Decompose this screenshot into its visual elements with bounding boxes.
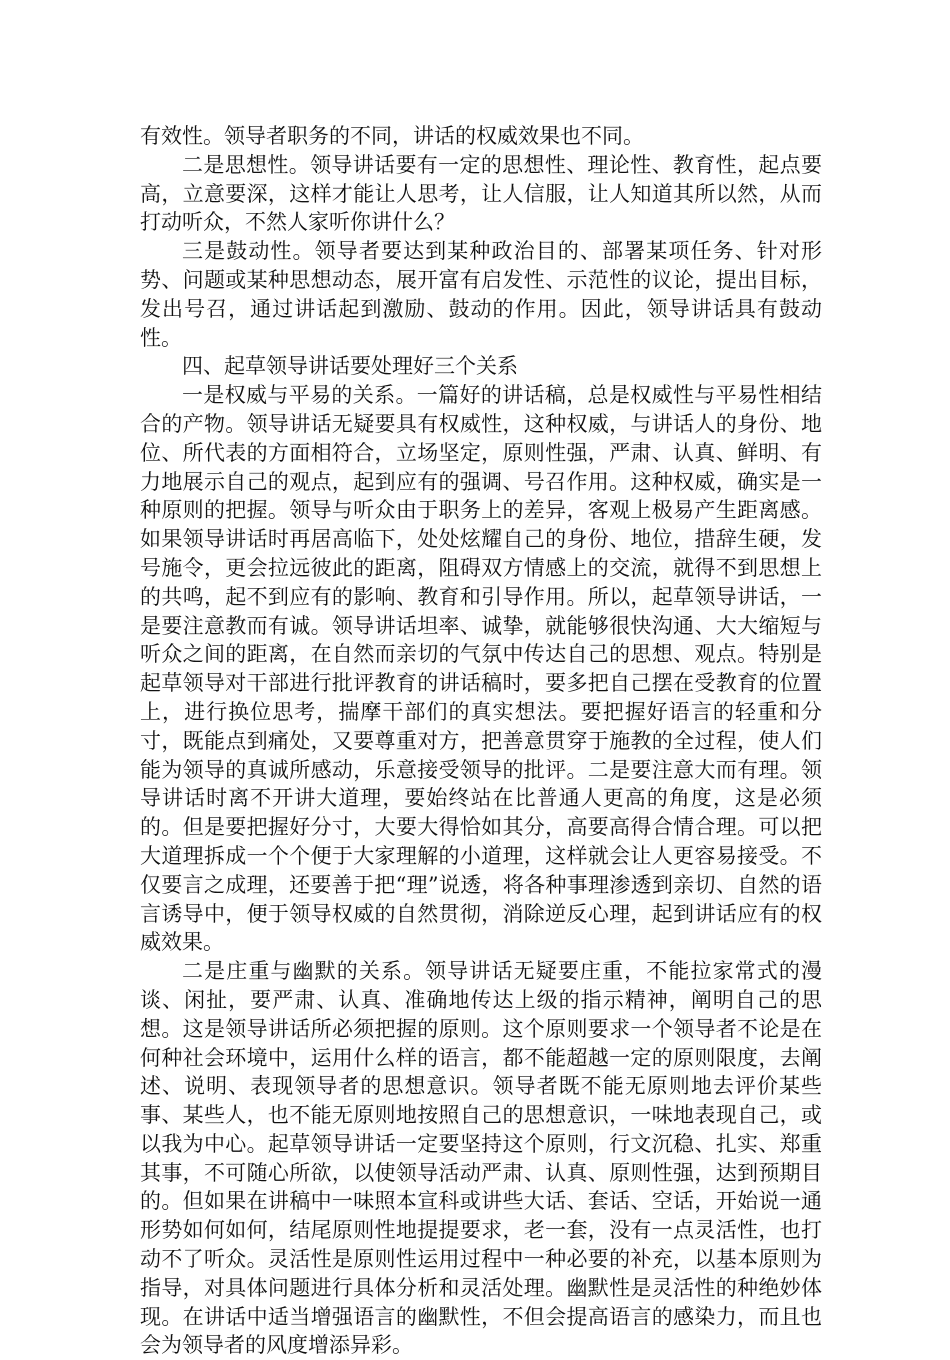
paragraph-ideological: 二是思想性。领导讲话要有一定的思想性、理论性、教育性，起点要高，立意要深，这样才能让人思考，让人信服，让人知道其所以然，从而打动听众，不然人家听你讲什么？ — [140, 152, 822, 235]
paragraph-solemnity-humor: 二是庄重与幽默的关系。领导讲话无疑要庄重，不能拉家常式的漫谈、闲扯，要严肃、认真、准确地传达上级的指示精神，阐明自己的思想。这是领导讲话所必须把握的原则。这个原则要求一个领导者不论是在何种社会环境中，运用什么样的语言，都不能超越一定的原则限度，去阐述、说明、表现领导者的思想意识。领导者既不能无原则地去评价某些事、某些人，也不能无原则地按照自己的思想意识，一味地表现自己，或以我为中心。起草领导讲话一定要坚持这个原则，行文沉稳、扎实、郑重其事，不可随心所欲，以使领导活动严肃、认真、原则性强，达到预期目的。但如果在讲稿中一味照本宣科或讲些大话、套话、空话，开始说一通形势如何如何，结尾原则性地提提要求，老一套，没有一点灵活性，也打动不了听众。灵活性是原则性运用过程中一种必要的补充，以基本原则为指导，对具体问题进行具体分析和灵活处理。幽默性是灵活性的种绝妙体现。在讲话中适当增强语言的幽默性，不但会提高语言的感染力，而且也会为领导者的风度增添异彩。 — [140, 959, 822, 1358]
paragraph-authority-approachability: 一是权威与平易的关系。一篇好的讲话稿，总是权威性与平易性相结合的产物。领导讲话无疑要具有权威性，这种权威，与讲话人的身份、地位、所代表的方面相符合，立场坚定，原则性强，严肃、认真、鲜明、有力地展示自己的观点，起到应有的强调、号召作用。这种权威，确实是一种原则的把握。领导与听众由于职务上的差异，客观上极易产生距离感。如果领导讲话时再居高临下，处处炫耀自己的身份、地位，措辞生硬，发号施令，更会拉远彼此的距离，阻碍双方情感上的交流，就得不到思想上的共鸣，起不到应有的影响、教育和引导作用。所以，起草领导讲话，一是要注意教而有诚。领导讲话坦率、诚挚，就能够很快沟通、大大缩短与听众之间的距离，在自然而亲切的气氛中传达自己的思想、观点。特别是起草领导对干部进行批评教育的讲话稿时，要多把自己摆在受教育的位置上，进行换位思考，揣摩干部们的真实想法。要把握好语言的轻重和分寸，既能点到痛处，又要尊重对方，把善意贯穿于施教的全过程，使人们能为领导的真诚所感动，乐意接受领导的批评。二是要注意大而有理。领导讲话时离不开讲大道理，要始终站在比普通人更高的角度，这是必须的。但是要把握好分寸，大要大得恰如其分，高要高得合情合理。可以把大道理拆成一个个便于大家理解的小道理，这样就会让人更容易接受。不仅要言之成理，还要善于把“理”说透，将各种事理渗透到亲切、自然的语言诱导中，便于领导权威的自然贯彻，消除逆反心理，起到讲话应有的权威效果。 — [140, 383, 822, 955]
document-body — [140, 122, 822, 1360]
paragraph-continuation: 有效性。领导者职务的不同，讲话的权威效果也不同。 — [140, 124, 644, 148]
paragraph-motivational: 三是鼓动性。领导者要达到某种政治目的、部署某项任务、针对形势、问题或某种思想动态，展开富有启发性、示范性的议论，提出目标，发出号召，通过讲话起到激励、鼓动的作用。因此，领导讲话具有鼓动性。 — [140, 239, 822, 350]
section-heading: 四、起草领导讲话要处理好三个关系 — [182, 354, 518, 379]
